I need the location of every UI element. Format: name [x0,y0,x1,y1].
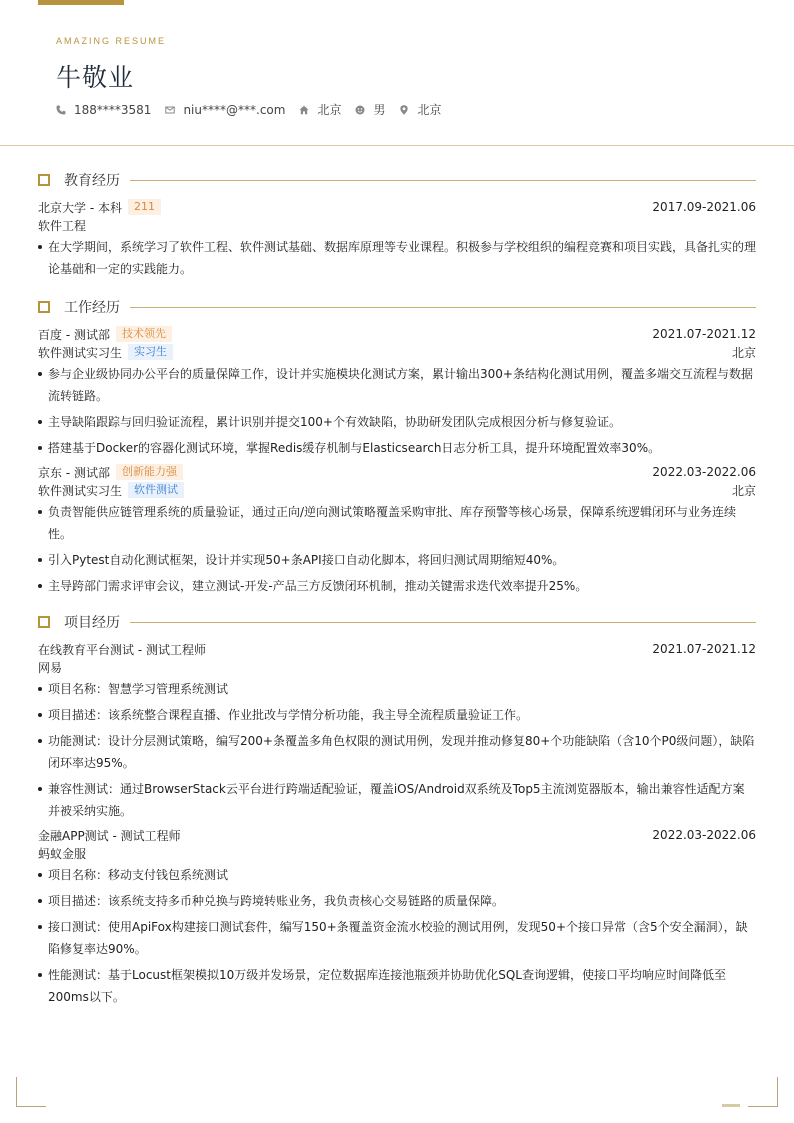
section-divider [130,180,756,181]
work-entry-header [38,325,756,343]
location-pin-icon [399,105,409,115]
section-divider [130,307,756,308]
education-tag: 211 [128,199,161,215]
bullet-item: 接口测试：使用ApiFox构建接口测试套件，编写150+条覆盖资金流水校验的测试用例，发现50+个接口异常（含5个安全漏洞），缺陷修复率达90%。 [38,916,756,960]
project-company: 蚂蚁金服 [38,846,87,861]
work-section [38,297,756,601]
contact-email-text: niu****@***.com [183,102,286,117]
project-company-row [38,844,756,862]
project-bullets [38,864,756,1008]
section-divider [130,622,756,623]
contact-phone-text: 188****3581 [74,102,152,117]
work-date: 2021.07-2021.12 [652,327,756,341]
education-major [38,216,756,234]
project-company: 网易 [38,660,63,675]
work-section-header [38,297,756,317]
project-date: 2022.03-2022.06 [652,828,756,842]
work-date: 2022.03-2022.06 [652,465,756,479]
project-entry [38,640,756,822]
project-entry [38,826,756,1008]
education-section-title: 教育经历 [64,173,120,189]
contact-home-text: 北京 [317,103,342,117]
work-entry [38,325,756,459]
work-role: 软件测试实习生 [38,345,123,360]
bullet-item: 参与企业级协同办公平台的质量保障工作，设计并实施模块化测试方案，累计输出300+条结构化测试用例，覆盖多端交互流程与数据流转链路。 [38,363,756,407]
bullet-item: 性能测试：基于Locust框架模拟10万级并发场景，定位数据库连接池瓶颈并协助优化SQL查询逻辑，使接口平均响应时间降低至200ms以下。 [38,964,756,1008]
corner-decoration-right [748,1077,778,1107]
education-entry-header [38,198,756,216]
bullet-item: 搭建基于Docker的容器化测试环境，掌握Redis缓存机制与Elasticsearch日志分析工具，提升环境配置效率30%。 [38,437,756,459]
candidate-name: 牛敬业 [56,63,135,92]
education-bullets [38,236,756,280]
section-square-icon [38,301,50,313]
work-bullets [38,363,756,459]
bullet-item: 项目描述：该系统支持多币种兑换与跨境转账业务，我负责核心交易链路的质量保障。 [38,890,756,912]
project-date: 2021.07-2021.12 [652,642,756,656]
contact-gender [355,101,385,118]
projects-section-header [38,612,756,632]
work-role-row [38,343,756,361]
work-tag: 技术领先 [116,326,172,342]
education-entry [38,198,756,280]
section-square-icon [38,616,50,628]
work-entry-header [38,463,756,481]
bullet-item: 项目名称：智慧学习管理系统测试 [38,678,756,700]
contact-location-text: 北京 [417,103,442,117]
projects-section [38,612,756,1012]
projects-section-title: 项目经历 [64,615,120,631]
education-section-header [38,170,756,190]
work-section-title: 工作经历 [64,300,120,316]
project-name: 在线教育平台测试 - 测试工程师 [38,642,206,657]
bullet-item: 项目描述：该系统整合课程直播、作业批改与学情分析功能，我主导全流程质量验证工作。 [38,704,756,726]
work-tag: 创新能力强 [116,464,183,480]
work-bullets [38,501,756,597]
bullet-item: 项目名称：移动支付钱包系统测试 [38,864,756,886]
contact-gender-text: 男 [373,103,386,117]
education-date: 2017.09-2021.06 [652,200,756,214]
header-divider [0,145,794,146]
gender-icon [355,105,365,115]
education-section [38,170,756,284]
bullet-item: 兼容性测试：通过BrowserStack云平台进行跨端适配验证，覆盖iOS/Android双系统及Top5主流浏览器版本，输出兼容性适配方案并被采纳实施。 [38,778,756,822]
work-role-tag: 软件测试 [128,482,184,498]
section-square-icon [38,174,50,186]
contact-info [56,101,456,118]
bullet-item: 引入Pytest自动化测试框架，设计并实现50+条API接口自动化脚本，将回归测试周期缩短40%。 [38,549,756,571]
education-major-text: 软件工程 [38,218,87,233]
corner-decoration-left [16,1077,46,1107]
project-company-row [38,658,756,676]
work-entry [38,463,756,597]
work-location: 北京 [731,345,756,360]
bullet-item: 负责智能供应链管理系统的质量验证，通过正向/逆向测试策略覆盖采购审批、库存预警等核心场景，保障系统逻辑闭环与业务连续性。 [38,501,756,545]
top-accent-bar [38,0,124,5]
bullet-item: 功能测试：设计分层测试策略，编写200+条覆盖多角色权限的测试用例，发现并推动修复80+个功能缺陷（含10个P0级问题），缺陷闭环率达95%。 [38,730,756,774]
work-org: 百度 - 测试部 [38,327,110,342]
mail-icon [165,105,175,115]
education-org: 北京大学 - 本科 [38,200,122,215]
project-bullets [38,678,756,822]
project-entry-header [38,640,756,658]
work-role-row [38,481,756,499]
contact-home [299,101,341,118]
contact-email[interactable] [165,103,285,117]
bullet-item: 在大学期间，系统学习了软件工程、软件测试基础、数据库原理等专业课程。积极参与学校组织的编程竞赛和项目实践，具备扎实的理论基础和一定的实践能力。 [38,236,756,280]
bullet-item: 主导跨部门需求评审会议，建立测试-开发-产品三方反馈闭环机制，推动关键需求迭代效率提升25%。 [38,575,756,597]
home-icon [299,105,309,115]
work-role-tag: 实习生 [128,344,173,360]
page-dash-decoration [722,1104,740,1107]
work-role: 软件测试实习生 [38,483,123,498]
contact-location [399,101,441,118]
contact-phone[interactable] [56,103,151,117]
phone-icon [56,105,66,115]
brand-label: AMAZING RESUME [56,36,167,46]
work-org: 京东 - 测试部 [38,465,110,480]
work-location: 北京 [731,483,756,498]
project-name: 金融APP测试 - 测试工程师 [38,828,181,843]
project-entry-header [38,826,756,844]
bullet-item: 主导缺陷跟踪与回归验证流程，累计识别并提交100+个有效缺陷，协助研发团队完成根因分析与修复验证。 [38,411,756,433]
